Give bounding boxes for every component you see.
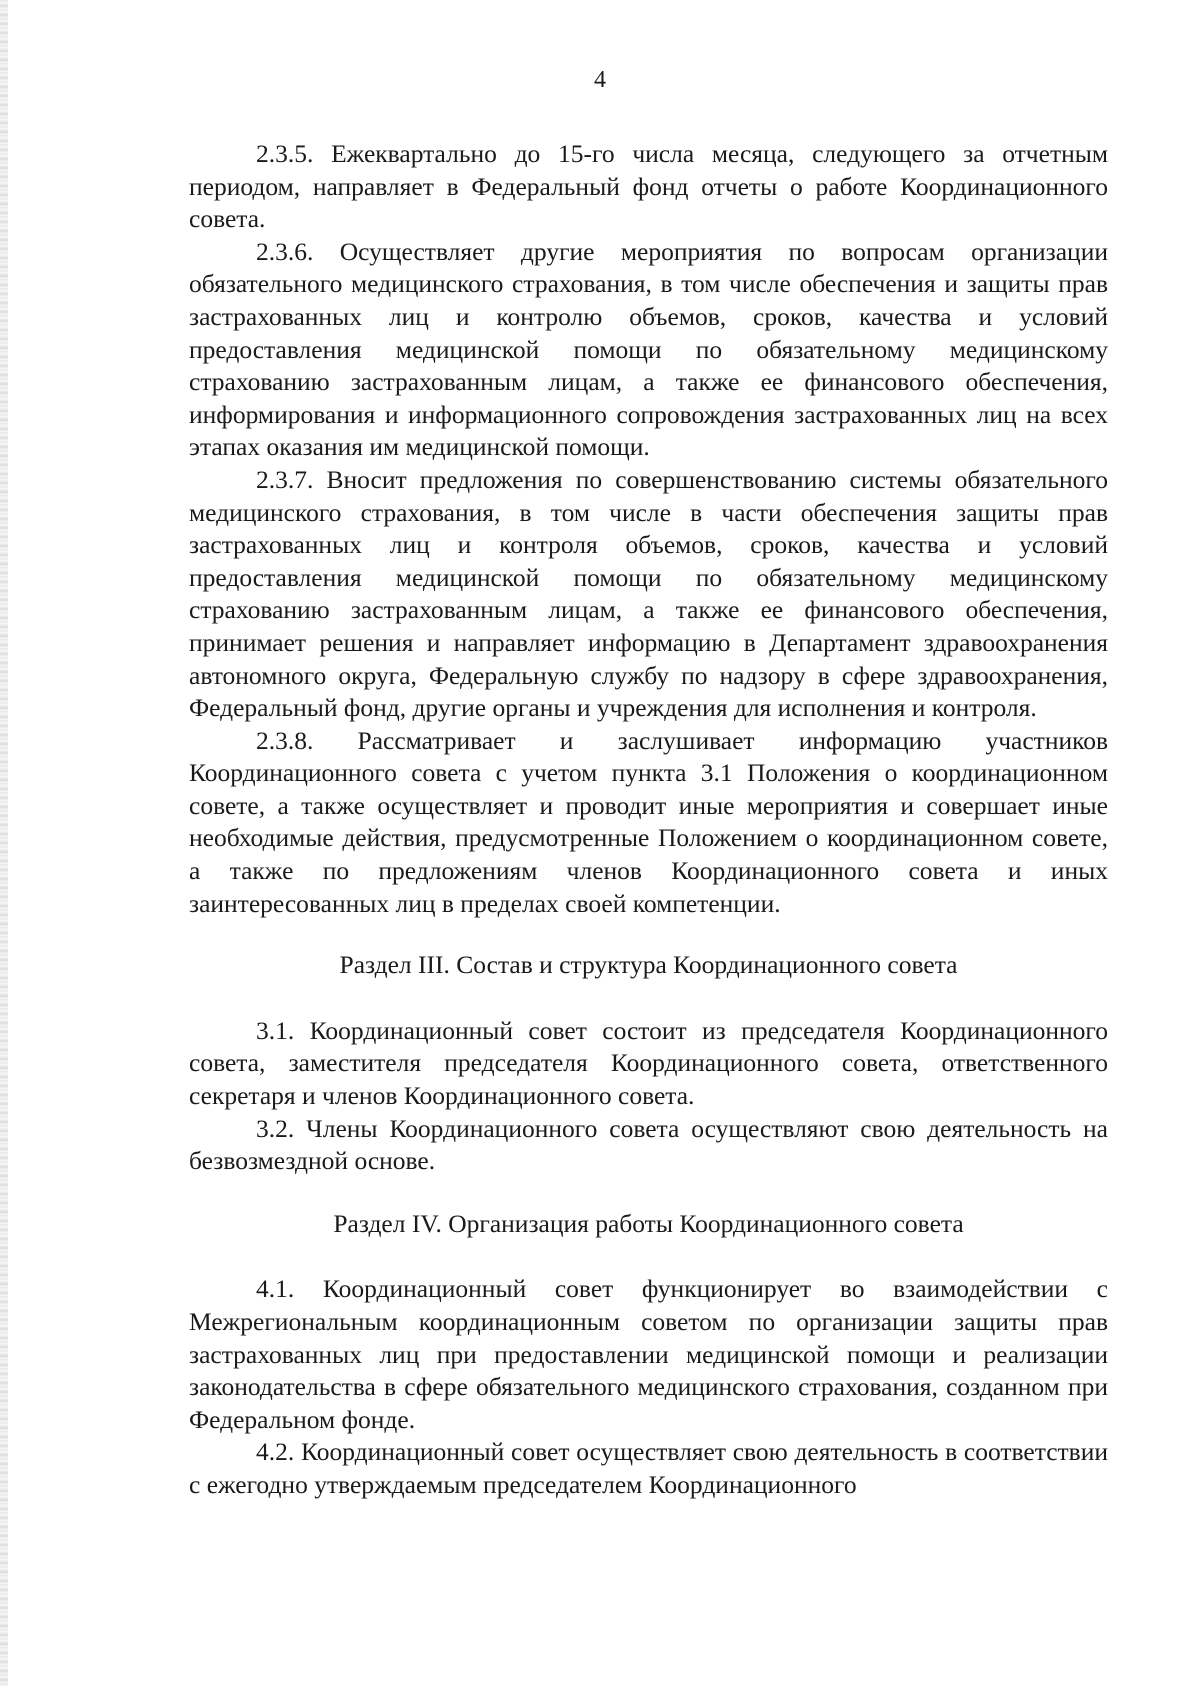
scan-edge xyxy=(0,0,8,1686)
page-number: 4 xyxy=(594,67,606,93)
paragraph-2-3-7: 2.3.7. Вносит предложения по совершенствованию системы обязательного медицинского страхования, в том числе в части обеспечения защиты прав застрахованных лиц и контроля объемов, сроков, качества и условий предоставления медицинской помощи по обязательному медицинскому страхованию застрахованным лицам, а также ее финансового обеспечения, принимает решения и направляет информацию в Департамент здравоохранения автономного округа, Федеральную службу по надзору в сфере здравоохранения, Федеральный фонд, другие органы и учреждения для исполнения и контроля. xyxy=(189,464,1108,723)
paragraph-4-2: 4.2. Координационный совет осуществляет свою деятельность в соответствии с ежегодно утверждаемым председателем Координационного xyxy=(189,1437,1108,1499)
document-body xyxy=(189,138,1108,1502)
paragraph-2-3-5: 2.3.5. Ежеквартально до 15-го числа месяца, следующего за отчетным периодом, направляет в Федеральный фонд отчеты о работе Координационного совета. xyxy=(189,139,1108,234)
paragraph-3-2: 3.2. Члены Координационного совета осуществляют свою деятельность на безвозмездной основе. xyxy=(189,1113,1108,1176)
paragraph-2-3-6: 2.3.6. Осуществляет другие мероприятия по вопросам организации обязательного медицинского страхования, в том числе обеспечения и защиты прав застрахованных лиц и контролю объемов, сроков, качества и условий предоставления медицинской помощи по обязательному медицинскому страхованию застрахованным лицам, а также ее финансового обеспечения, информирования и информационного сопровождения застрахованных лиц на всех этапах оказания им медицинской помощи. xyxy=(189,236,1108,462)
section-3-heading: Раздел III. Состав и структура Координационного совета xyxy=(339,950,958,980)
paragraph-3-1: 3.1. Координационный совет состоит из председателя Координационного совета, заместителя председателя Координационного совета, ответственного секретаря и членов Координационного совета. xyxy=(189,1015,1108,1111)
section-4-heading: Раздел IV. Организация работы Координационного совета xyxy=(333,1208,964,1238)
paragraph-4-1: 4.1. Координационный совет функционирует во взаимодействии с Межрегиональным координационным советом по организации защиты прав застрахованных лиц при предоставлении медицинской помощи и реализации законодательства в сфере обязательного медицинского страхования, созданном при Федеральном фонде. xyxy=(189,1274,1108,1434)
paragraph-2-3-8: 2.3.8. Рассматривает и заслушивает информацию участников Координационного совета с учетом пункта 3.1 Положения о координационном совете, а также осуществляет и проводит иные мероприятия и совершает иные необходимые действия, предусмотренные Положением о координационном совете, а также по предложениям членов Координационного совета и иных заинтересованных лиц в пределах своей компетенции. xyxy=(189,725,1108,918)
